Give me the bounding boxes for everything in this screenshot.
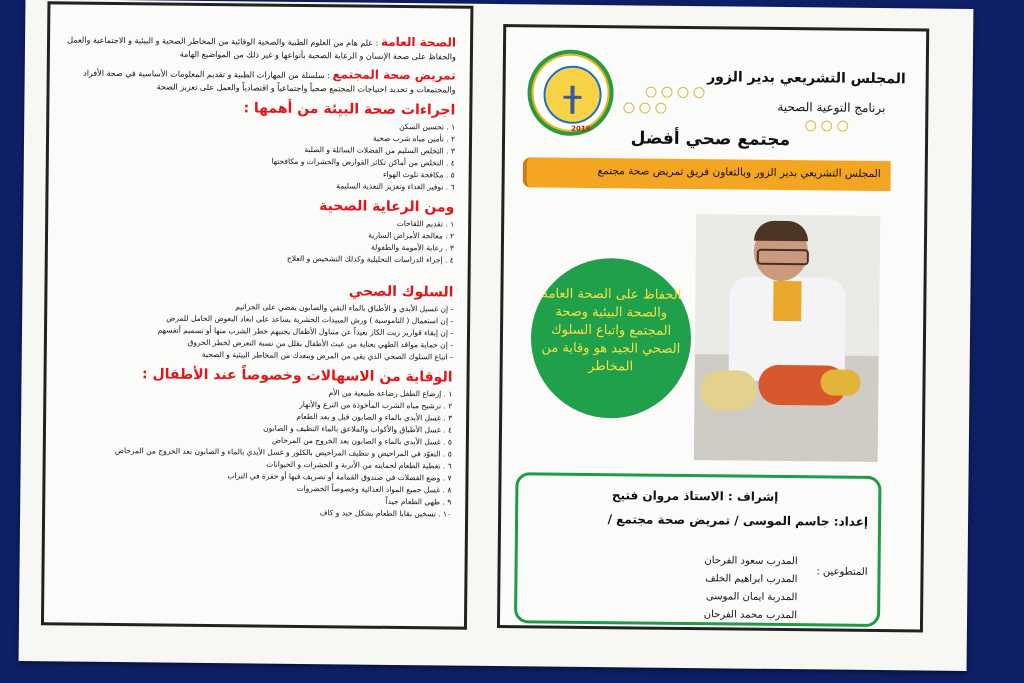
env-health-title: اجراءات صحة البيئة من أهمها :: [243, 100, 456, 119]
oval-text: الحفاظ على الصحة العامة والصحة البيئية وصحة المجتمع واتباع السلوك الصحي الجيد هو وقاية من المخاطر: [541, 286, 682, 375]
photo-shirt: [773, 281, 801, 321]
left-panel: [41, 1, 474, 629]
list-item: - إن غسيل الأيدي و الأطباق بالماء النقي والصابون يقضي على الجراثيم: [235, 302, 454, 314]
list-item: ٤ . إجراء الدراسات التحليلية وكذلك التشخيص و العلاج: [286, 253, 454, 265]
list-item: ٢ . تأمين مياه شرب صحية: [372, 133, 456, 144]
list-item: - إن إبقاء قوارير زيت الكاز بعيداً عن متناول الأطفال يجنبهم خطر الشرب منها أو تسميم أنفسهم: [157, 325, 454, 338]
decorative-dots: [805, 120, 848, 131]
decorative-dots: [623, 102, 666, 113]
photo-doll-hair: [700, 370, 756, 411]
list-item: ٥ . مكافحة تلوث الهواء: [382, 169, 455, 180]
org-name: المجلس التشريعي بدير الزور: [707, 69, 906, 88]
list-item: ٦ . تغطية الطعام لحمايته من الأتربة و الحشرات و الحيوانات: [266, 459, 452, 471]
list-item: - إن استعمال ( الناموسية ) ورش المبيدات الحشرية يساعد على ابعاد البعوض الحامل للمرض: [166, 313, 454, 326]
bridge-tower-icon: [570, 86, 574, 114]
brochure-sheet: [19, 0, 974, 671]
prepared-by: إعداد: جاسم الموسى / تمريض صحة مجتمع /: [607, 512, 869, 529]
volunteers-list: [704, 552, 798, 625]
child-doctor-photo: [694, 214, 881, 462]
env-health-list: [57, 117, 456, 193]
public-health-title: الصحة العامة: [380, 34, 457, 50]
dot-icon: [677, 87, 688, 98]
left-panel-content: [53, 32, 456, 526]
decorative-dots: [645, 87, 704, 99]
list-item: ٣ . التخلص السليم من الفضلات السائلة و الصلبة: [304, 144, 455, 156]
logo-year: 2019: [571, 124, 591, 133]
dot-icon: [655, 103, 666, 114]
diarrhea-prevention-list: [53, 384, 452, 520]
list-item: ٤ . التخلص من أماكن تكاثر القوارض والحشرات و مكافحتها: [271, 156, 455, 168]
dot-icon: [645, 87, 656, 98]
health-message-oval: [530, 257, 692, 419]
list-item: ٥ . التعوّد في المراحيض و تنظيف المراحيض بالكلور و غسل الأيدي بالماء و الصابون بعد الخروج من المرحاض: [114, 446, 452, 459]
dot-icon: [661, 87, 672, 98]
list-item: ٢ . ترشيح مياه الشرب المأخوذة من الترع والأنهار: [299, 399, 453, 411]
dot-icon: [623, 102, 634, 113]
list-item: ١ . تحسين السكن: [399, 121, 456, 132]
community-nursing-paragraph: [58, 65, 456, 96]
public-health-text: : علم هام من العلوم الطبية والصحية الوقائية من المخاطر الصحية و البيئية و الاجتماعية والعمل والحفاظ على صحة الإنسان و الرعاية الصحية بأنواعها و غير ذلك من المواضيع الهامة: [67, 35, 456, 62]
photo-glasses: [757, 249, 809, 266]
health-care-list: [56, 214, 454, 266]
health-behavior-title: السلوك الصحي: [348, 283, 454, 301]
list-item: ٥ . غسل الأيدي بالماء و الصابون بعد الخروج من المرحاض: [271, 435, 452, 447]
list-item: ٣ . غسل الأيدي بالماء و الصابون قبل و بعد الطعام: [296, 411, 453, 423]
bridge-deck-icon: [563, 96, 581, 99]
logo-emblem: [543, 65, 602, 133]
list-item: ١ . إرضاع الطفل رضاعة طبيعية من الأم: [328, 388, 453, 399]
list-item: ٩ . طهي الطعام جيداً: [385, 496, 452, 507]
credits-box: [514, 472, 882, 627]
dot-icon: [821, 120, 832, 131]
volunteer-name: المدربة ايمان الموسى: [705, 591, 798, 604]
council-logo: [527, 49, 614, 136]
dot-icon: [693, 87, 704, 98]
list-item: ٧ . وضع الفضلات في صندوق القمامة أو تصريف فيها أو حفرة في التراب: [227, 471, 452, 483]
volunteers-label: المتطوعين :: [816, 566, 868, 578]
list-item: - إن حماية مواقد الطهي بعناية من عبث الأطفال يقلل من نسبة التعرض لخطر الحروق: [187, 337, 453, 350]
public-health-paragraph: [58, 32, 456, 63]
health-care-title: ومن الرعاية الصحية: [319, 198, 455, 216]
list-item: ١٠ . تسخين بقايا الطعام بشكل جيد و كاف: [319, 508, 452, 519]
slogan: مجتمع صحي أفضل: [630, 128, 791, 151]
supervisor: إشراف : الاستاذ مروان فتيح: [611, 488, 779, 504]
program-name: برنامج التوعية الصحية: [777, 99, 886, 116]
list-item: ٢ . معالجة الأمراض السارية: [368, 230, 455, 241]
partnership-banner: [523, 157, 891, 191]
list-item: ١ . تقديم اللقاحات: [396, 218, 455, 229]
community-nursing-title: تمريض صحة المجتمع: [332, 67, 456, 83]
photo-doll-legs: [820, 369, 860, 395]
dot-icon: [639, 102, 650, 113]
health-behavior-list: [55, 299, 454, 363]
dot-icon: [837, 121, 848, 132]
diarrhea-prevention-title: الوقاية من الاسهالات وخصوصاً عند الأطفال :: [141, 366, 453, 386]
list-item: - اتباع السلوك الصحي الذي يقي من المرض ويبعدك من المخاطر البيئية و الصحية: [201, 349, 453, 362]
volunteer-name: المدرب ابراهيم الخلف: [705, 573, 798, 586]
list-item: ٨ . غسل جميع المواد الغذائية وخصوصاً الخضروات: [296, 483, 452, 495]
list-item: ٣ . رعاية الأمومة والطفولة: [371, 242, 454, 253]
list-item: ٦ . توفير الغذاء وتعزيز التغذية السليمة: [336, 181, 455, 192]
banner-text: المجلس التشريعي بدير الزور وبالتعاون فريق تمريض صحة مجتمع: [597, 165, 881, 181]
dot-icon: [805, 120, 816, 131]
list-item: ٤ . غسل الأطباق والأكواب والملاعق بالماء النظيف و الصابون: [263, 423, 453, 435]
volunteer-name: المدرب محمد الفرحان: [703, 609, 798, 622]
volunteer-name: المدرب سعود الفرحان: [704, 555, 798, 568]
right-panel: [497, 24, 929, 632]
community-nursing-text: : سلسلة من المهارات الطبية و تقديم المعلومات الأساسية في صحة الأفراد والمجتمعات و تحديد احتياجات المجتمع صحياً واجتماعياً و اقتصادياً والعمل على تعزيز الصحة: [83, 68, 456, 95]
